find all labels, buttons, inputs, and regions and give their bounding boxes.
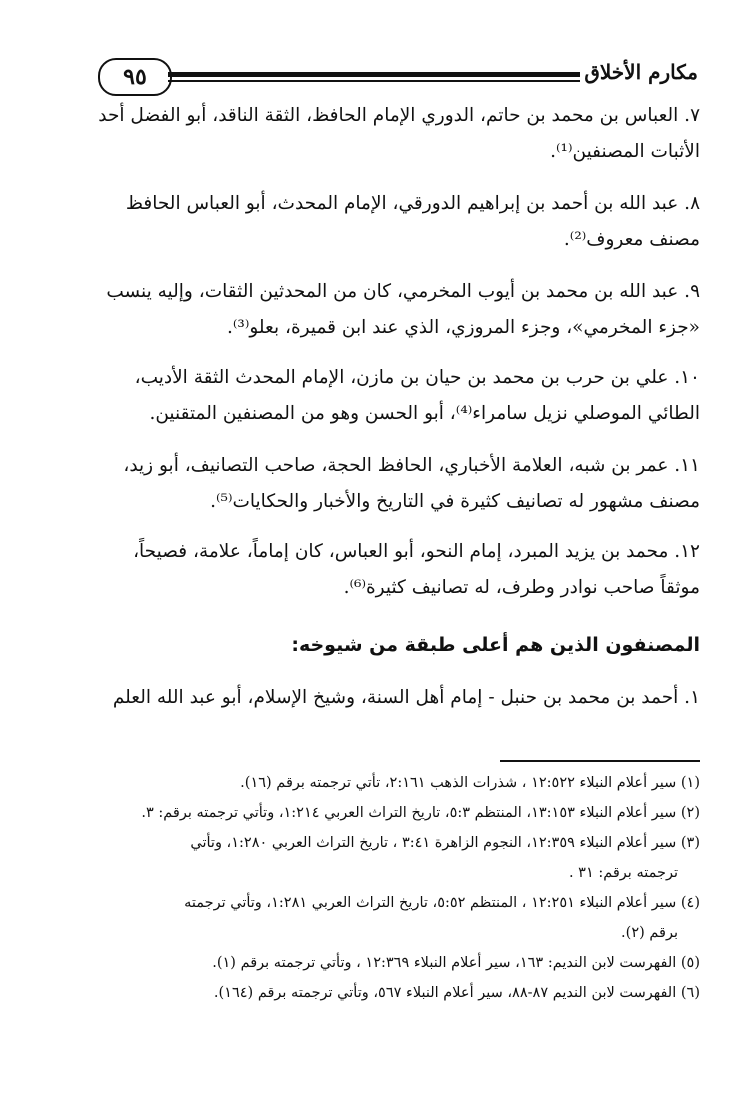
footnotes bbox=[96, 768, 700, 1008]
section-first-item bbox=[96, 680, 700, 716]
list-item: ١٢. محمد بن يزيد المبرد، إمام النحو، أبو العباس، كان إماماً، علامة، فصيحاً، موثقاً صاحب نوادر وطرف، له تصانيف كثيرة⁽⁶⁾. bbox=[133, 541, 700, 598]
list-item: ١١. عمر بن شبه، العلامة الأخباري، الحافظ الحجة، صاحب التصانيف، أبو زيد، مصنف مشهور له تصانيف كثيرة في التاريخ والأخبار والحكايات⁽⁵⁾. bbox=[123, 455, 700, 512]
entry-10 bbox=[96, 360, 700, 432]
footnote-2: (٢) سير أعلام النبلاء ١٣:١٥٣، المنتظم ٥:٣، تاريخ التراث العربي ١:٢١٤، وتأتي ترجمته برقم: ٣. bbox=[141, 805, 700, 821]
page-number: ٩٥ bbox=[98, 58, 172, 96]
entry-9 bbox=[96, 274, 700, 346]
book-title: مكارم الأخلاق bbox=[584, 60, 698, 84]
list-item: ٩. عبد الله بن محمد بن أيوب المخرمي، كان من المحدثين الثقات، وإليه ينسب «جزء المخرمي»، وجزء المروزي، الذي عند ابن قميرة، بعلو⁽³⁾. bbox=[106, 281, 700, 338]
list-item: ٧. العباس بن محمد بن حاتم، الدوري الإمام الحافظ، الثقة الناقد، أبو الفضل أحد الأثبات المصنفين⁽¹⁾. bbox=[98, 105, 700, 162]
footnote-5: (٥) الفهرست لابن النديم: ١٦٣، سير أعلام النبلاء ١٢:٣٦٩ ، وتأتي ترجمته برقم (١). bbox=[212, 955, 700, 971]
header-rule-thick bbox=[168, 72, 580, 77]
list-item: ١. أحمد بن محمد بن حنبل - إمام أهل السنة، وشيخ الإسلام، أبو عبد الله العلم bbox=[112, 687, 700, 708]
entry-12 bbox=[96, 534, 700, 606]
list-item: ٨. عبد الله بن أحمد بن إبراهيم الدورقي، الإمام المحدث، أبو العباس الحافظ مصنف معروف⁽²⁾. bbox=[125, 193, 700, 250]
footnote-separator bbox=[500, 760, 700, 762]
entry-8 bbox=[96, 186, 700, 258]
footnote-4: (٤) سير أعلام النبلاء ١٢:٢٥١ ، المنتظم ٥:٥٢، تاريخ التراث العربي ١:٢٨١، وتأتي ترجمته برقم (٢). bbox=[184, 895, 700, 941]
entry-7 bbox=[96, 98, 700, 170]
footnote-6: (٦) الفهرست لابن النديم ٨٧-٨٨، سير أعلام النبلاء ٥٦٧، وتأتي ترجمته برقم (١٦٤). bbox=[213, 985, 700, 1001]
list-item: ١٠. علي بن حرب بن محمد بن حيان بن مازن، الإمام المحدث الثقة الأديب، الطائي الموصلي نزيل سامراء⁽⁴⁾، أبو الحسن وهو من المصنفين المتقنين. bbox=[134, 367, 700, 424]
page-header bbox=[98, 58, 698, 98]
section-heading: المصنفون الذين هم أعلى طبقة من شيوخه: bbox=[291, 634, 700, 656]
entry-11 bbox=[96, 448, 700, 520]
footnote-1: (١) سير أعلام النبلاء ١٢:٥٢٢ ، شذرات الذهب ٢:١٦١، تأتي ترجمته برقم (١٦). bbox=[240, 775, 700, 791]
header-rule-thin bbox=[168, 80, 580, 82]
footnote-3: (٣) سير أعلام النبلاء ١٢:٣٥٩، النجوم الزاهرة ٣:٤١ ، تاريخ التراث العربي ١:٢٨٠، وتأتي ترجمته برقم: ٣١ . bbox=[190, 835, 700, 881]
